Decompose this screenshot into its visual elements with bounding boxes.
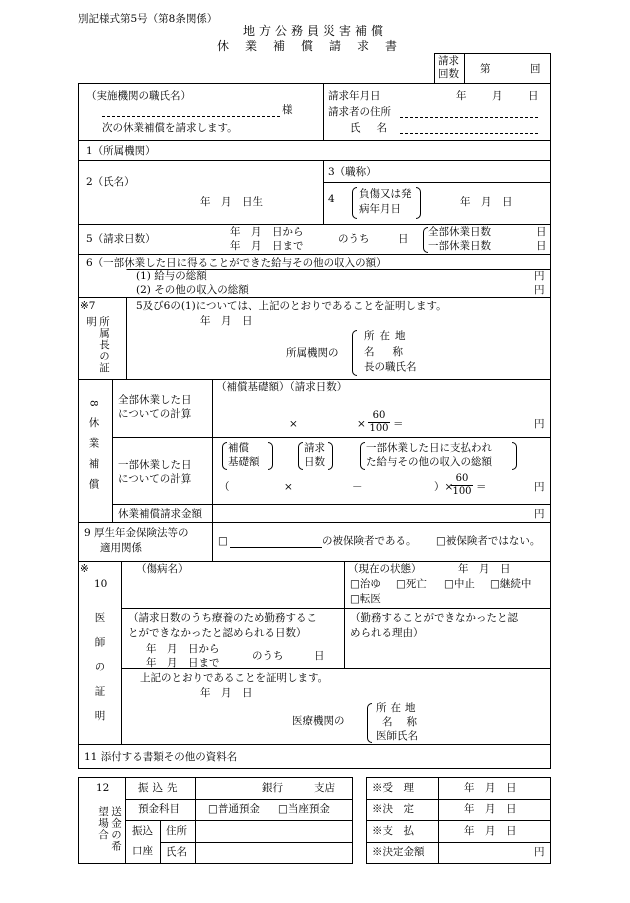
item4-text1: 負傷又は発 xyxy=(359,188,412,200)
item6-sub2: (2) その他の収入の総額 xyxy=(136,284,249,296)
claim-count-label: 請求回数 xyxy=(438,55,459,80)
item10-inst: 医療機関の xyxy=(292,715,345,727)
office-pay-date: 年 月 日 xyxy=(464,825,517,837)
item2-birth: 年 月 日生 xyxy=(200,196,263,208)
address-field[interactable] xyxy=(400,107,538,118)
item8-p-base1: 補償 xyxy=(228,442,249,454)
item7-addr: 所在地 xyxy=(364,330,411,342)
item6-yen2: 円 xyxy=(534,284,545,296)
item8-p-inc1: 一部休業した日に支払われ xyxy=(366,442,492,454)
item5-full-d: 日 xyxy=(536,226,547,238)
item6-yen1: 円 xyxy=(534,270,545,282)
item10-doctor: 医師氏名 xyxy=(376,730,418,742)
item8-full-yen: 円 xyxy=(534,418,545,430)
item8-total-label: 休業補償請求金額 xyxy=(118,508,202,520)
item4-num: 4 xyxy=(328,193,335,205)
item10-status-date: 年 月 日 xyxy=(458,563,511,575)
item10-from: 年 月 日から xyxy=(146,643,220,655)
item10-to: 年 月 日まで xyxy=(146,657,220,669)
item1-label: 1（所属機関） xyxy=(86,145,156,157)
item10-name: 名称 xyxy=(382,716,431,728)
item10-stop[interactable]: □中止 xyxy=(444,578,475,590)
item8-p-base-bl xyxy=(222,442,227,470)
office-amount-label: ※決定金額 xyxy=(372,846,425,858)
item8-full-num: 60 xyxy=(368,410,390,423)
item4-bracket-left xyxy=(352,187,357,219)
item10-reason1: （勤務することができなかったと認 xyxy=(350,612,518,624)
item10-days-q2: とができなかったと認められる日数） xyxy=(128,627,307,639)
month-label: 月 xyxy=(492,90,503,102)
item8-full-times1: × xyxy=(289,418,298,430)
name-label: 氏名 xyxy=(350,122,403,134)
item9-opt2[interactable]: □被保険者ではない。 xyxy=(436,535,541,547)
day-label: 日 xyxy=(528,90,539,102)
item8-total-yen: 円 xyxy=(534,508,545,520)
item5-days: 日 xyxy=(398,233,409,245)
item8-col-header: （補償基礎額）（請求日数） xyxy=(216,381,348,393)
office-receive-date: 年 月 日 xyxy=(464,782,517,794)
item12-current[interactable]: □当座預金 xyxy=(278,803,330,815)
item9-insurance-field[interactable] xyxy=(230,547,322,548)
item9-label1: 9 厚生年金保険法等の xyxy=(84,527,189,539)
item8-p-base2: 基礎額 xyxy=(228,456,260,468)
item8-full-label2: についての計算 xyxy=(118,408,192,420)
item12-name: 氏名 xyxy=(166,846,187,858)
item8-part-label1: 一部休業した日 xyxy=(118,459,192,471)
item8-part-num: 60 xyxy=(451,473,473,486)
item5-partial: 一部休業日数 xyxy=(428,240,491,252)
item6-label: 6（一部休業した日に得ることができた給与その他の収入の額） xyxy=(86,257,387,269)
item7-head: 長の職氏名 xyxy=(364,361,417,373)
item8-full-times2: × xyxy=(357,418,366,430)
item4-date: 年 月 日 xyxy=(460,196,513,208)
item8-p-days-bl xyxy=(298,442,303,470)
item10-d: 日 xyxy=(314,650,325,662)
form-number: 別記様式第5号（第8条関係） xyxy=(78,13,218,25)
item7-side-label: 所属長の証明 xyxy=(85,316,110,374)
item8-p-days2: 日数 xyxy=(304,456,325,468)
item8-p-inc2: た給与その他の収入の総額 xyxy=(366,456,492,468)
item7-org: 所属機関の xyxy=(286,347,339,359)
item12-address: 住所 xyxy=(166,825,187,837)
item5-uchi: のうち xyxy=(338,233,370,245)
org-label: （実施機関の職氏名） xyxy=(86,90,191,102)
request-text: 次の休業補償を請求します。 xyxy=(102,122,238,134)
item5-label: 5（請求日数） xyxy=(86,233,156,245)
item8-part-times: × xyxy=(284,481,293,493)
office-decide-date: 年 月 日 xyxy=(464,803,517,815)
item10-cert-date: 年 月 日 xyxy=(200,687,253,699)
item12-branch: 支店 xyxy=(314,782,335,794)
office-amount-yen: 円 xyxy=(534,846,545,858)
item8-part-eq: ＝ xyxy=(476,481,487,493)
item5-from: 年 月 日から xyxy=(230,226,304,238)
item4-bracket-right xyxy=(416,187,421,219)
item8-full-den: 100 xyxy=(369,422,389,434)
item7-text: 5及び6の(1)については、上記のとおりであることを証明します。 xyxy=(136,300,447,312)
item10-transfer[interactable]: □転医 xyxy=(350,593,381,605)
item8-part-den: 100 xyxy=(452,485,472,497)
address-label: 請求者の住所 xyxy=(328,106,391,118)
item7-mark: ※7 xyxy=(80,300,96,312)
item2-label: 2（氏名） xyxy=(86,176,135,188)
item8-p-base-br xyxy=(268,442,273,470)
item8-part-minus: － xyxy=(352,481,363,493)
item8-part-fraction xyxy=(451,473,473,497)
item8-part-label2: についての計算 xyxy=(118,473,192,485)
org-field[interactable] xyxy=(102,106,280,117)
item11-label: 11 添付する書類その他の資料名 xyxy=(84,751,238,763)
item9-opt1-box[interactable]: □ xyxy=(218,535,228,547)
item12-ordinary[interactable]: □普通預金 xyxy=(208,803,260,815)
form-title-line1: 地方公務員災害補償 xyxy=(242,24,387,38)
item10-uchi: のうち xyxy=(252,650,284,662)
item7-name: 名称 xyxy=(364,346,421,358)
item12-account-type: 預金科目 xyxy=(138,803,180,815)
year-label: 年 xyxy=(456,90,467,102)
item8-p-inc-br xyxy=(512,442,517,470)
item10-cont[interactable]: □継続中 xyxy=(490,578,532,590)
item12-transfer1: 振込 xyxy=(132,825,153,837)
item9-opt1-text: の被保険者である。 xyxy=(322,535,417,547)
office-decide-label: ※決 定 xyxy=(372,803,414,815)
item10-bracket xyxy=(367,703,372,743)
item8-part-yen: 円 xyxy=(534,481,545,493)
item12-bank: 銀行 xyxy=(262,782,283,794)
item10-days-q1: （請求日数のうち療養のため勤務するこ xyxy=(128,612,317,624)
item7-date: 年 月 日 xyxy=(200,315,253,327)
item10-cert: 上記のとおりであることを証明します。 xyxy=(140,672,329,684)
item12-dest: 振込先 xyxy=(138,782,182,794)
item7-bracket xyxy=(352,330,357,376)
item5-to: 年 月 日まで xyxy=(230,240,304,252)
item12-side-label: 送金の希望場合 xyxy=(97,806,122,852)
item6-sub1: (1) 給与の総額 xyxy=(136,270,207,282)
item12-transfer2: 口座 xyxy=(132,845,153,857)
item3-label: 3（職称） xyxy=(328,166,377,178)
form-title-line2: 休業補償請求書 xyxy=(216,39,413,53)
item4-text2: 病年月日 xyxy=(359,203,401,215)
name-field[interactable] xyxy=(400,123,538,134)
item8-paren-close: ）× xyxy=(434,481,454,493)
item8-full-fraction xyxy=(368,410,390,434)
item8-p-days-br xyxy=(328,442,333,470)
item5-partial-d: 日 xyxy=(536,240,547,252)
sama-label: 様 xyxy=(282,104,293,116)
item10-reason2: められる理由） xyxy=(350,627,424,639)
item10-addr: 所在地 xyxy=(376,702,420,714)
item8-paren-open: （ xyxy=(219,481,230,493)
item10-status: （現在の状態） xyxy=(348,563,422,575)
item8-p-inc-bl xyxy=(360,442,365,470)
claim-date-label: 請求年月日 xyxy=(328,90,381,102)
claim-count-kai: 回 xyxy=(530,63,541,75)
item8-full-label1: 全部休業した日 xyxy=(118,394,192,406)
claim-count-dai: 第 xyxy=(480,63,491,75)
item12-num: 12 xyxy=(96,782,110,794)
item9-label2: 適用関係 xyxy=(100,542,142,554)
office-receive-label: ※受 理 xyxy=(372,782,414,794)
item10-mark: ※ xyxy=(80,563,89,575)
item10-death[interactable]: □死亡 xyxy=(396,578,427,590)
item10-side-label: 医師の証明 xyxy=(93,612,106,735)
item8-p-days1: 請求 xyxy=(304,442,325,454)
item10-num: 10 xyxy=(94,578,108,590)
item10-cure[interactable]: □治ゆ xyxy=(350,578,381,590)
office-pay-label: ※支 払 xyxy=(372,825,414,837)
item5-full: 全部休業日数 xyxy=(428,226,491,238)
item8-full-eq: ＝ xyxy=(393,418,404,430)
item10-illness: （傷病名） xyxy=(136,563,189,575)
item8-side-label: 8休業補償 xyxy=(87,400,100,499)
